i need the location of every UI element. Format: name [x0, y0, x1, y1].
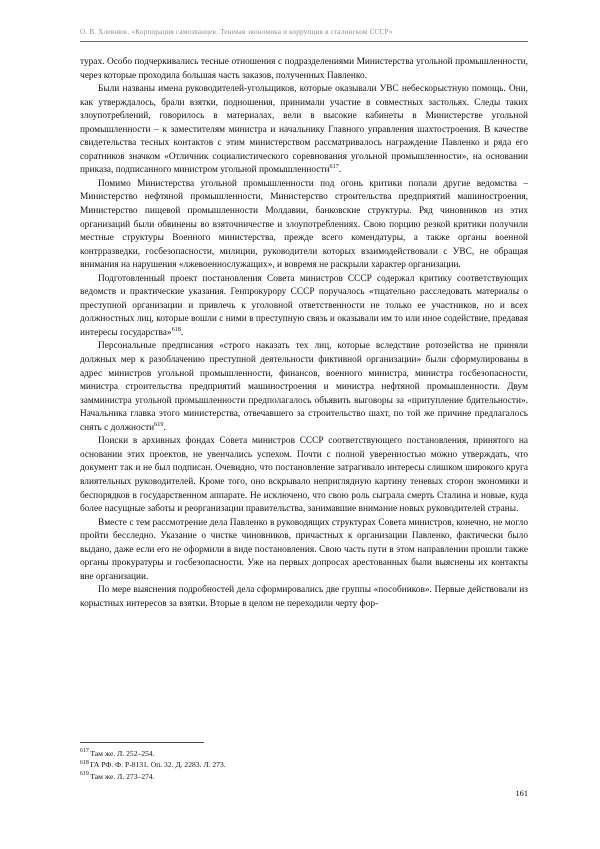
paragraph-text-tail: .	[163, 422, 166, 433]
footnote-item	[80, 748, 528, 759]
footnote-text: Там же. Л. 273–274.	[90, 771, 155, 781]
paragraph-text: турах. Особо подчеркивались тесные отношения с подразделениями Министерства угольной промышленности, через которые проходила большая часть заказов, полученных Павленко.	[80, 57, 528, 81]
paragraph	[80, 178, 528, 273]
footnote-item	[80, 759, 528, 770]
footnote-marker: 617	[329, 163, 339, 171]
paragraph	[80, 435, 528, 516]
footnote-text: Там же. Л. 252–254.	[90, 749, 155, 758]
footnote-text: ГА РФ. Ф. Р-8131. Оп. 32. Д. 2283. Л. 273.	[90, 760, 226, 770]
paragraph-text: Помимо Министерства угольной промышленности под огонь критики попали другие ведомства – Министерство нефтяной промышленности, Министерство строительства предприятий машиностроения, Министерство пищевой промышленности Молдавии, банковские структуры. Ряд чиновников из этих организаций были обвинены во взяточничестве и злоупотреблениях. Свою порцию резкой критики получили местные структуры Военного министерства, прежде всего комендатуры, а также органы военной контрразведки, госбезопасности, милиции, руководители которых взаимодействовали с УВС, не обращая внимания на нарушения «лжевоеннослужащих», и вовремя не раскрыли характер организации.	[80, 178, 528, 271]
running-head: О. В. Хлевнюк. «Корпорация самозванцев. Теневая экономика и коррупция в сталинском СССР»	[80, 28, 393, 36]
paragraph	[80, 340, 528, 435]
paragraph-text: Были названы имена руководителей-угольщиков, которые оказывали УВС небескорыстную помощь. Они, как утверждалось, брали взятки, подношения, принимали участие в совместных застольях. Следы таких злоупотреблений, говорилось в материалах, вели в высокие кабинеты в Министерстве угольной промышленности – к заместителям министра и начальнику Главного управления шахтостроения. В качестве свидетельства тесных контактов с этим министерством рассматривалось награждение Павленко и ряда его соратников значком «Отличник социалистического соревнования угольной промышленности», на основании приказа, подписанного министром угольной промышленности	[80, 84, 528, 176]
paragraph-text-tail: .	[180, 327, 184, 338]
paragraph	[80, 83, 528, 178]
footnote-number: 619	[80, 771, 89, 778]
paragraph-text: По мере выяснения подробностей дела сформировались две группы «пособников». Первые действовали из корыстных интересов за взятки. Вторые в целом не переходили черту фор-	[80, 585, 528, 609]
paragraph	[80, 584, 528, 611]
footnote-list	[80, 748, 528, 782]
footnote-number: 617	[80, 748, 89, 755]
footnote-number: 618	[80, 759, 89, 766]
paragraph	[80, 517, 528, 585]
footnote-marker: 619	[154, 420, 164, 428]
paragraph-text: Поиски в архивных фондах Совета министров СССР соответствующего постановления, принятого на основании этих проектов, не увенчались успехом. Почти с полной уверенностью можно утверждать, что документ так и не был подписан. Очевидно, что постановление затрагивало интересы слишком широкого круга влиятельных руководителей. Кроме того, оно вскрывало неприглядную картину теневых сторон экономики и беспорядков в государственном аппарате. Не исключено, что свою роль сыграла смерть Сталина и новые, куда более насущные заботы и реорганизации правительства, занимавшие внимание новых руководителей страны.	[80, 436, 528, 515]
paragraph-text: Персональные предписания «строго наказать тех лиц, которые вследствие ротозейства не приняли должных мер к разоблачению преступной деятельности фиктивной организации» были сформулированы в адрес министров угольной промышленности, финансов, военного министра, министра госбезопасности, министра строительства предприятий машиностроения и министра нефтяной промышленности. Двум замминистра угольной промышленности предполагалось объявить выговоры за «притупление бдительности». Начальника главка этого министерства, отвечавшего за строительство шахт, по той же причине предлагалось снять с должности	[80, 341, 528, 433]
footnote-divider	[80, 742, 204, 743]
paragraph-text: Вместе с тем рассмотрение дела Павленко в руководящих структурах Совета министров, конечно, не могло пройти бесследно. Указание о чистке чиновников, причастных к организации Павленко, фактически было выдано, даже если его не оформили в виде постановления. Свою часть пути в этом направлении прошли также органы прокуратуры и госбезопасности. Уже на первых допросах арестованных были выяснены их контакты вне организации.	[80, 517, 528, 582]
body-text	[80, 56, 528, 611]
header-divider	[80, 41, 528, 42]
paragraph	[80, 273, 528, 341]
footnote-item	[80, 771, 528, 782]
paragraph	[80, 56, 528, 83]
page-number: 161	[515, 789, 528, 798]
footnote-marker: 618	[171, 325, 181, 333]
paragraph-text-tail: .	[338, 165, 342, 176]
paragraph-text: Подготовленный проект постановления Совета министров СССР содержал критику соответствующих ведомств и практические указания. Генпрокурору СССР поручалось «тщательно расследовать материалы о преступной организации и привлечь к уголовной ответственности не только ее участников, но и всех должностных лиц, которые вошли с ними в преступную связь и оказывали им то или иное содействие, предавая интересы государства»	[80, 273, 528, 338]
footnote-zone	[80, 742, 528, 782]
